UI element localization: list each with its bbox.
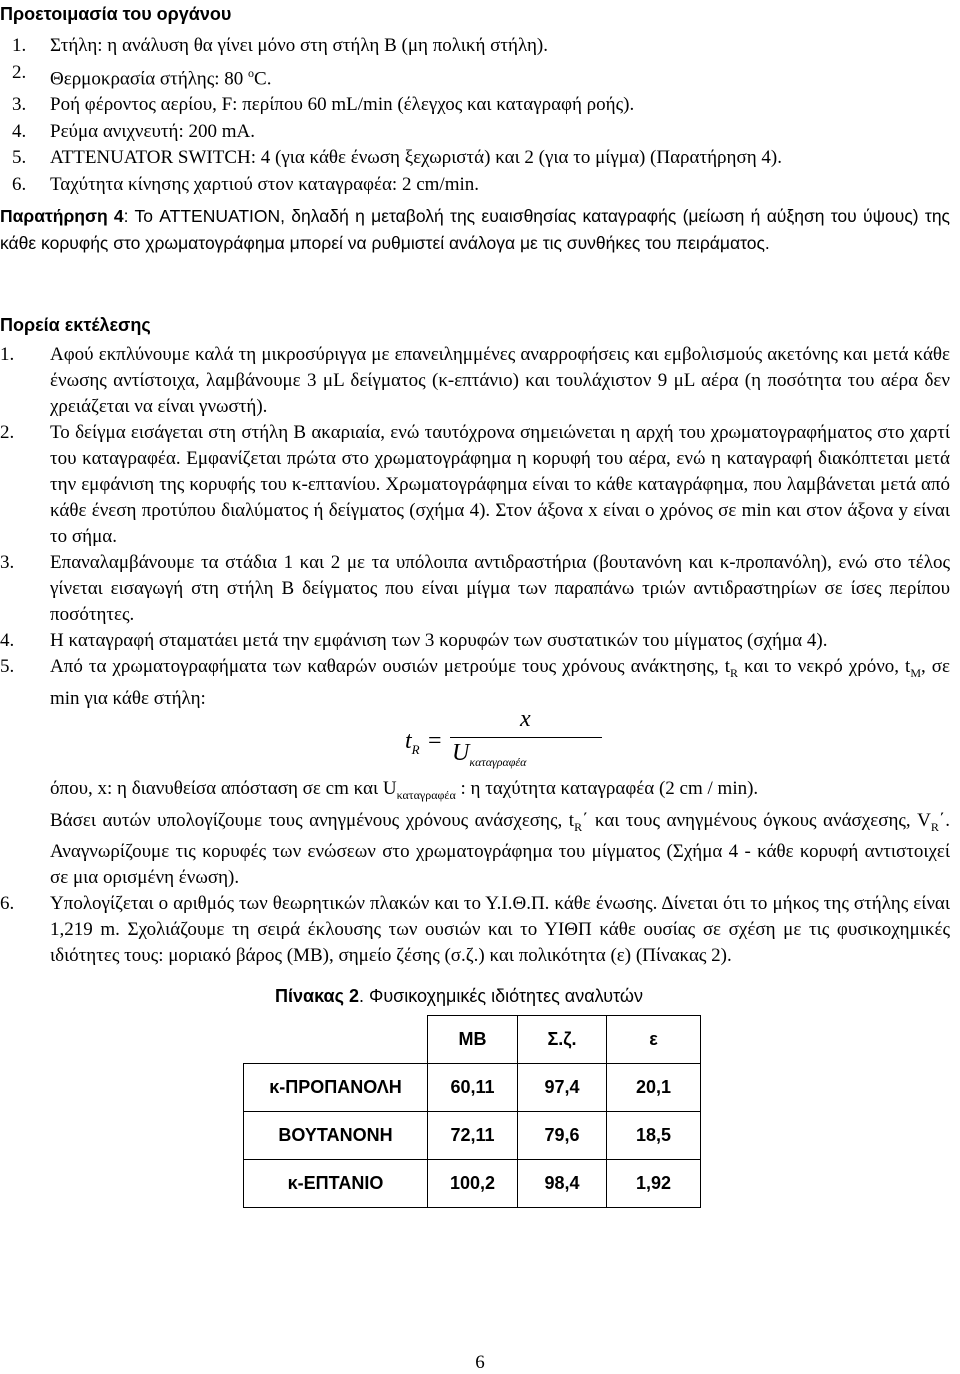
table-cell: 79,6 [518,1112,607,1160]
procedure-list [0,342,950,969]
table-cell: 98,4 [518,1160,607,1208]
list-item: 2. Το δείγμα εισάγεται στη στήλη Β ακαριαία, ενώ ταυτόχρονα σημειώνεται η αρχή του χρωματογραφήματος στο χαρτί του καταγραφέα. Εμφανίζεται πρώτα στο χρωματογράφημα η κορυφή του αέρα, ενώ η καταγραφή διακόπτεται μετά την εμφάνιση της κορυφής του κ-επτανίου. Χρωματογράφημα είναι το κάθε καταγράφημα, που λαμβάνεται μετά από κάθε ένεση προτύπου διαλύματος ή δείγματος (σχήμα 4). Στον άξονα x είναι ο χρόνος σε min και στον άξονα y είναι το σήμα. [0,422,950,547]
table-cell: ΒΟΥΤΑΝΟΝΗ [244,1112,428,1160]
table-cell: κ-ΕΠΤΑΝΙΟ [244,1160,428,1208]
table-cell: κ-ΠΡΟΠΑΝΟΛΗ [244,1064,428,1112]
table-header-row [244,1016,701,1064]
table-header-cell: ε [607,1016,701,1064]
note-paragraph: Παρατήρηση 4: Το ATTENUATION, δηλαδή η μεταβολή της ευαισθησίας καταγραφής (μείωση ή αύξηση του ύψους) της κάθε κορυφής στο χρωματογράφημα μπορεί να ρυθμιστεί ανάλογα με τις συνθήκες του πειράματος. [0,206,950,253]
list-item: 4. Ρεύμα ανιχνευτή: 200 mA. [12,120,256,142]
table-caption: Πίνακας 2. Φυσικοχημικές ιδιότητες αναλυτών [275,986,643,1006]
list-item: 1. Στήλη: η ανάλυση θα γίνει μόνο στη στήλη Β (μη πολική στήλη). [12,35,549,56]
properties-table [243,1015,701,1208]
table-cell: 97,4 [518,1064,607,1112]
table-cell: 60,11 [428,1064,518,1112]
table-cell: 20,1 [607,1064,701,1112]
list-item: 3. Ροή φέροντος αερίου, F: περίπου 60 mL/min (έλεγχος και καταγραφή ροής). [12,94,635,116]
list-item: 6. Ταχύτητα κίνησης χαρτιού στον καταγραφέα: 2 cm/min. [12,173,480,195]
table-header-cell: Σ.ζ. [518,1016,607,1064]
table-row [244,1112,701,1160]
table-cell: 100,2 [428,1160,518,1208]
calculation-text: Βάσει αυτών υπολογίζουμε τους ανηγμένους χρόνους ανάσχεσης, $t_R΄$ και τους ανηγμένους όγκους ανάσχεσης, $V_R΄$. Αναγνωρίζουμε τις κορυφές των ενώσεων στο χρωματογράφημα του μίγματος (Σχήμα 4 - κάθε κορυφή αντιστοιχεί σε μια ορισμένη ένωση). [50,809,950,889]
formula-explanation: όπου, x: η διανυθείσα απόσταση σε cm και $U_{\kappa\alpha\tau\alpha\gamma\rho\alpha\varphi έ\alpha}$ : η ταχύτητα καταγραφέα (2 cm / min). [50,777,759,802]
section-heading-procedure: Πορεία εκτέλεσης [0,315,151,335]
list-item: 2. Θερμοκρασία στήλης: 80 $^o$C. [12,61,272,89]
table-cell: 1,92 [607,1160,701,1208]
table-header-cell: ΜΒ [428,1016,518,1064]
page-number: 6 [475,1352,485,1373]
list-item: 5. Από τα χρωματογραφήματα των καθαρών ουσιών μετρούμε τους χρόνους ανάκτησης, $t_R$ και το νεκρό χρόνο, $t_M$, σε min για κάθε στήλη: $t_R$ = x $U_{\kappa\alpha\tau\alpha\gamma\rho\alpha\varphi έ\alpha}$ όπου, x: η διανυθείσα απόσταση σε cm και $U_{\kappa\alpha\tau\alpha\gamma\rho\alpha\varphi έ\alpha}$ : η ταχύτητα καταγραφέα (2 cm / min). Βάσει αυτών υπολογίζουμε τους ανηγμένους χρόνους ανάσχεσης, $t_R΄$ και τους ανηγμένους όγκους ανάσχεσης, $V_R΄$. Αναγνωρίζουμε τις κορυφές των ενώσεων στο χρωματογράφημα του μίγματος (Σχήμα 4 - κάθε κορυφή αντιστοιχεί σε μια ορισμένη ένωση). [0,654,950,891]
table-cell: 72,11 [428,1112,518,1160]
list-item: 4. Η καταγραφή σταματάει μετά την εμφάνιση των 3 κορυφών των συστατικών του μίγματος (σχήμα 4). [0,630,828,651]
list-item: 1. Αφού εκπλύνουμε καλά τη μικροσύριγγα με επανειλημμένες αναρροφήσεις και εμβολισμούς ακετόνης και μετά κάθε ένωσης αντίστοιχα, λαμβάνουμε 3 μL δείγματος (κ-επτάνιο) και τουλάχιστον 9 μL αέρα (η ποσότητα του αέρα δεν χρειάζεται να είναι γνωστή). [0,344,950,417]
section-heading-preparation: Προετοιμασία του οργάνου [0,4,232,24]
preparation-list [0,33,782,198]
list-item: 6. Υπολογίζεται ο αριθμός των θεωρητικών πλακών και το Υ.Ι.Θ.Π. κάθε ένωσης. Δίνεται ότι το μήκος της στήλης είναι 1,219 m. Σχολιάζουμε τη σειρά έκλουσης των ουσιών και το ΥΙΘΠ κάθε ουσίας σε σχέση με τις φυσικοχημικές ιδιότητες τους: μοριακό βάρος (ΜΒ), σημείο ζέσης (σ.ζ.) και πολικότητα (ε) (Πίνακας 2). [0,893,950,967]
retention-time-formula: $t_R$ = x $U_{\kappa\alpha\tau\alpha\gamma\rho\alpha\varphi έ\alpha}$ [50,716,950,772]
table-row [244,1064,701,1112]
fraction-bar [450,737,602,738]
table-cell: 18,5 [607,1112,701,1160]
table-row [244,1160,701,1208]
list-item: 5. ATTENUATOR SWITCH: 4 (για κάθε ένωση ξεχωριστά) και 2 (για το μίγμα) (Παρατήρηση 4). [12,147,782,169]
table-header-cell [244,1016,428,1064]
list-item: 3. Επαναλαμβάνουμε τα στάδια 1 και 2 με τα υπόλοιπα αντιδραστήρια (βουτανόνη και κ-προπανόλη), ενώ στο τέλος γίνεται εισαγωγή στη στήλη Β δείγματος που είναι μίγμα των παραπάνω τριών αντιδραστηρίων σε ίσες περίπου ποσότητες. [0,552,950,625]
note-label: Παρατήρηση 4 [0,206,124,226]
